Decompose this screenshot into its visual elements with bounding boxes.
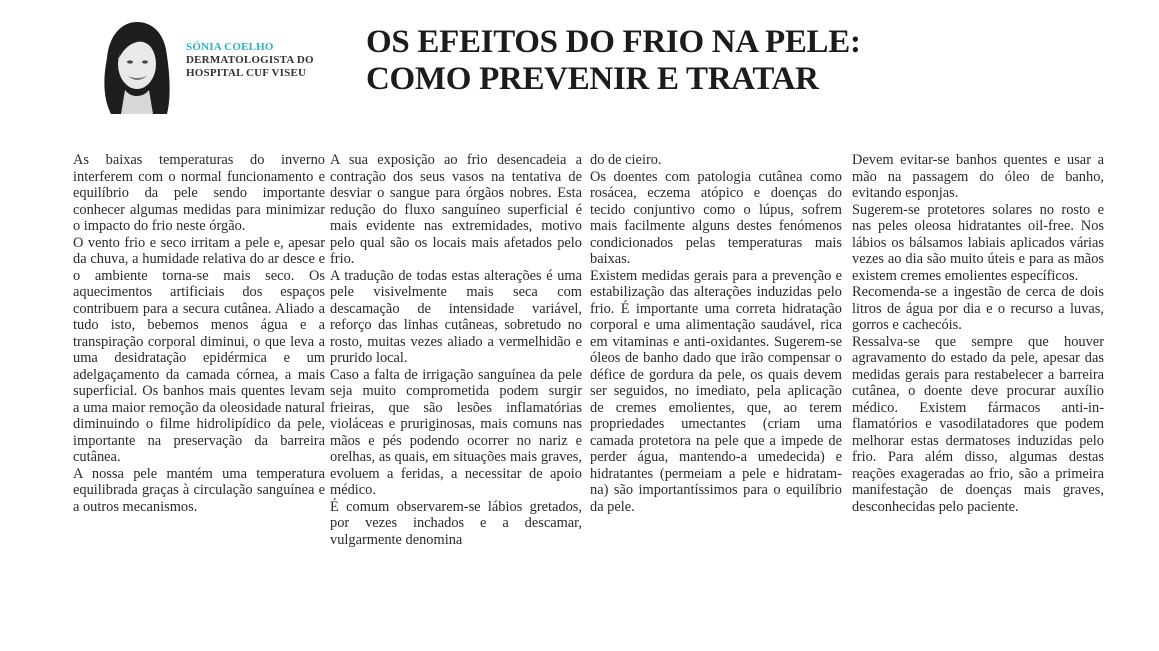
- paragraph: Recomenda-se a ingestão de cerca de dois litros de água por dia e o recurso a luvas, gorros e cachecóis.: [852, 284, 1104, 333]
- paragraph: As baixas temperaturas do inverno interferem com o normal funcionamento e equilíbrio da pele sendo importante conhecer algumas medidas para minimizar o impacto do frio neste órgão.: [73, 152, 325, 234]
- paragraph: do de cieiro.: [590, 152, 662, 168]
- paragraph: A sua exposição ao frio desencadeia a contração dos seus vasos na tentativa de desviar o sangue para órgãos nobres. Esta redução do fluxo sanguíneo superficial é mais evidente nas extremidades, motivo pelo qual são os locais mais afetados pelo frio.: [330, 152, 582, 267]
- paragraph: Caso a falta de irrigação sanguínea da pele seja muito comprometida podem surgir frieiras, que são lesões inflamatórias violáceas e pruriginosas, mais comuns nas mãos e pés podendo ocorrer no nariz e orelhas, as quais, em situações mais graves, evoluem a feridas, a necessitar de apoio médico.: [330, 366, 582, 498]
- byline: [186, 38, 314, 80]
- paragraph: A tradução de todas estas alterações é uma pele visivelmente mais seca com descamação de intensidade variável, reforço das linhas cutâneas, sobretudo no rosto, muitas vezes aliado a vermelhidão e prurido local.: [330, 267, 582, 366]
- text-column-2: [330, 152, 582, 548]
- paragraph: Existem medidas gerais para a prevenção e estabilização das alterações induzidas pelo frio. É importante uma correta hidratação corporal e uma alimentação saudável, rica em vitaminas e anti-oxidantes. Sugerem-se óleos de banho dado que irão compensar o défice de gordura da pele, os quais devem ser seguidos, no imediato, pela aplicação de cremes emolientes, que, ao terem propriedades umectantes (criam uma camada protetora na pele que a impede de perder água, mantendo-a umedecida) e hidratantes (permeiam a pele e hidratam-na) são importantíssimos para o equilíbrio da pele.: [590, 267, 842, 515]
- text-column-4: [852, 152, 1104, 515]
- author-affiliation: HOSPITAL CUF VISEU: [186, 67, 307, 79]
- paragraph: O vento frio e seco irritam a pele e, apesar da chuva, a humidade relativa do ar desce e o ambiente torna-se mais seco. Os aquecimentos artificiais dos espaços contribuem para a secura cutânea. Aliado a tudo isto, bebemos menos água e a transpiração corporal diminui, o que leva a uma desidratação epidérmica e um adelgaçamento da camada córnea, a mais superficial. Os banhos mais quentes levam a uma maior remoção da oleosidade natural diminuindo o filme hidrolipídico da pele, importante na preservação da barreira cutânea.: [73, 234, 325, 465]
- title-line-1: OS EFEITOS DO FRIO NA PELE:: [366, 24, 861, 60]
- author-role: DERMATOLOGISTA DO: [186, 54, 314, 66]
- article-title: [366, 24, 861, 98]
- paragraph: Ressalva-se que sempre que houver agravamento do estado da pele, apesar das medidas gerais para restabelecer a barreira cutânea, o doente deve procurar auxílio médico. Existem fármacos anti-inflamatórios e vasodilatadores que podem melhorar estas dermatoses induzidas pelo frio. Para além disso, algumas destas reações exageradas ao frio, são a primeira manifestação de doenças mais graves, desconhecidas pelo paciente.: [852, 333, 1104, 515]
- author-portrait: [97, 18, 173, 114]
- author-name: SÓNIA COELHO: [186, 41, 274, 53]
- paragraph: Devem evitar-se banhos quentes e usar a mão na passagem do óleo de banho, evitando esponjas.: [852, 152, 1104, 201]
- article-header: [0, 0, 1159, 130]
- paragraph: É comum observarem-se lábios gretados, por vezes inchados e a descamar, vulgarmente denomina: [330, 498, 582, 548]
- paragraph: Sugerem-se protetores solares no rosto e nas peles oleosa hidratantes oil-free. Nos lábios os bálsamos labiais aplicados várias vezes ao dia são muito úteis e para as mãos existem cremes emolientes específicos.: [852, 201, 1104, 284]
- paragraph: Os doentes com patologia cutânea como rosácea, eczema atópico e doenças do tecido conjuntivo como o lúpus, sofrem mais facilmente alguns destes fenómenos condicionados pelas temperaturas mais baixas.: [590, 168, 842, 267]
- title-line-2: COMO PREVENIR E TRATAR: [366, 61, 819, 97]
- text-column-1: [73, 152, 325, 515]
- text-column-3: [590, 152, 842, 515]
- paragraph: A nossa pele mantém uma temperatura equilibrada graças à circulação sanguínea e a outros mecanismos.: [73, 465, 325, 515]
